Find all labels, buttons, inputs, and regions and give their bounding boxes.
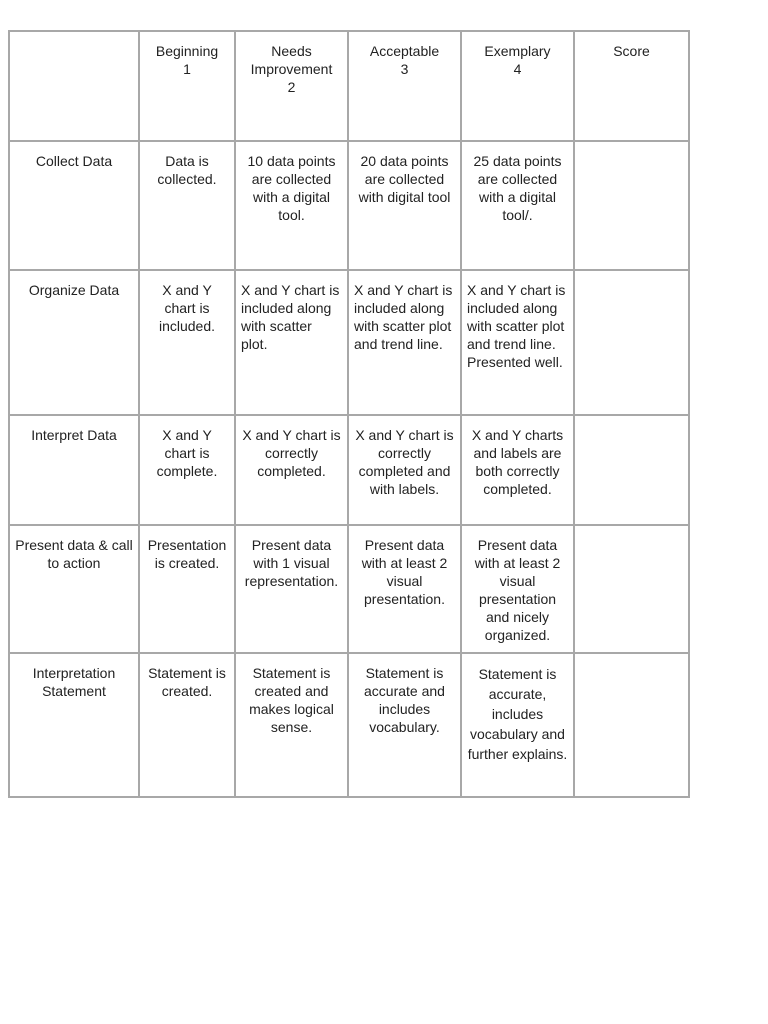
rubric-cell: Presentation is created. <box>139 525 235 653</box>
rubric-cell: X and Y chart is included. <box>139 270 235 415</box>
rubric-cell: Present data with at least 2 visual presentation. <box>348 525 461 653</box>
score-cell[interactable] <box>574 653 689 797</box>
header-level-exemplary: Exemplary 4 <box>461 31 574 141</box>
header-score: Score <box>574 31 689 141</box>
rubric-row-interpret-data <box>9 415 689 525</box>
header-level-needs-improvement: Needs Improvement 2 <box>235 31 348 141</box>
criterion-label: Interpretation Statement <box>9 653 139 797</box>
rubric-cell: X and Y chart is included along with scatter plot and trend line. Presented well. <box>461 270 574 415</box>
rubric-cell: 25 data points are collected with a digital tool/. <box>461 141 574 270</box>
rubric-cell: X and Y chart is included along with scatter plot. <box>235 270 348 415</box>
header-level-acceptable: Acceptable 3 <box>348 31 461 141</box>
rubric-cell-text: Statement is accurate, includes vocabulary and further explains. <box>467 666 568 762</box>
rubric-cell: X and Y charts and labels are both correctly completed. <box>461 415 574 525</box>
rubric-cell: X and Y chart is complete. <box>139 415 235 525</box>
rubric-cell: 20 data points are collected with digital tool <box>348 141 461 270</box>
rubric-cell <box>461 653 574 797</box>
rubric-table <box>8 30 690 798</box>
rubric-row-interpretation-statement <box>9 653 689 797</box>
header-criteria-cell <box>9 31 139 141</box>
rubric-cell: Statement is created and makes logical sense. <box>235 653 348 797</box>
rubric-cell: X and Y chart is correctly completed and with labels. <box>348 415 461 525</box>
criterion-label: Present data & call to action <box>9 525 139 653</box>
rubric-cell: Data is collected. <box>139 141 235 270</box>
rubric-row-organize-data <box>9 270 689 415</box>
rubric-cell: X and Y chart is correctly completed. <box>235 415 348 525</box>
rubric-cell: Statement is created. <box>139 653 235 797</box>
criterion-label: Collect Data <box>9 141 139 270</box>
rubric-row-present-data <box>9 525 689 653</box>
rubric-cell: 10 data points are collected with a digital tool. <box>235 141 348 270</box>
score-cell[interactable] <box>574 525 689 653</box>
rubric-cell: Present data with 1 visual representation. <box>235 525 348 653</box>
header-level-beginning: Beginning 1 <box>139 31 235 141</box>
criterion-label: Organize Data <box>9 270 139 415</box>
criterion-label: Interpret Data <box>9 415 139 525</box>
rubric-cell: Statement is accurate and includes vocabulary. <box>348 653 461 797</box>
header-row <box>9 31 689 141</box>
score-cell[interactable] <box>574 141 689 270</box>
score-cell[interactable] <box>574 270 689 415</box>
rubric-cell: Present data with at least 2 visual presentation and nicely organized. <box>461 525 574 653</box>
score-cell[interactable] <box>574 415 689 525</box>
rubric-cell: X and Y chart is included along with scatter plot and trend line. <box>348 270 461 415</box>
rubric-row-collect-data <box>9 141 689 270</box>
